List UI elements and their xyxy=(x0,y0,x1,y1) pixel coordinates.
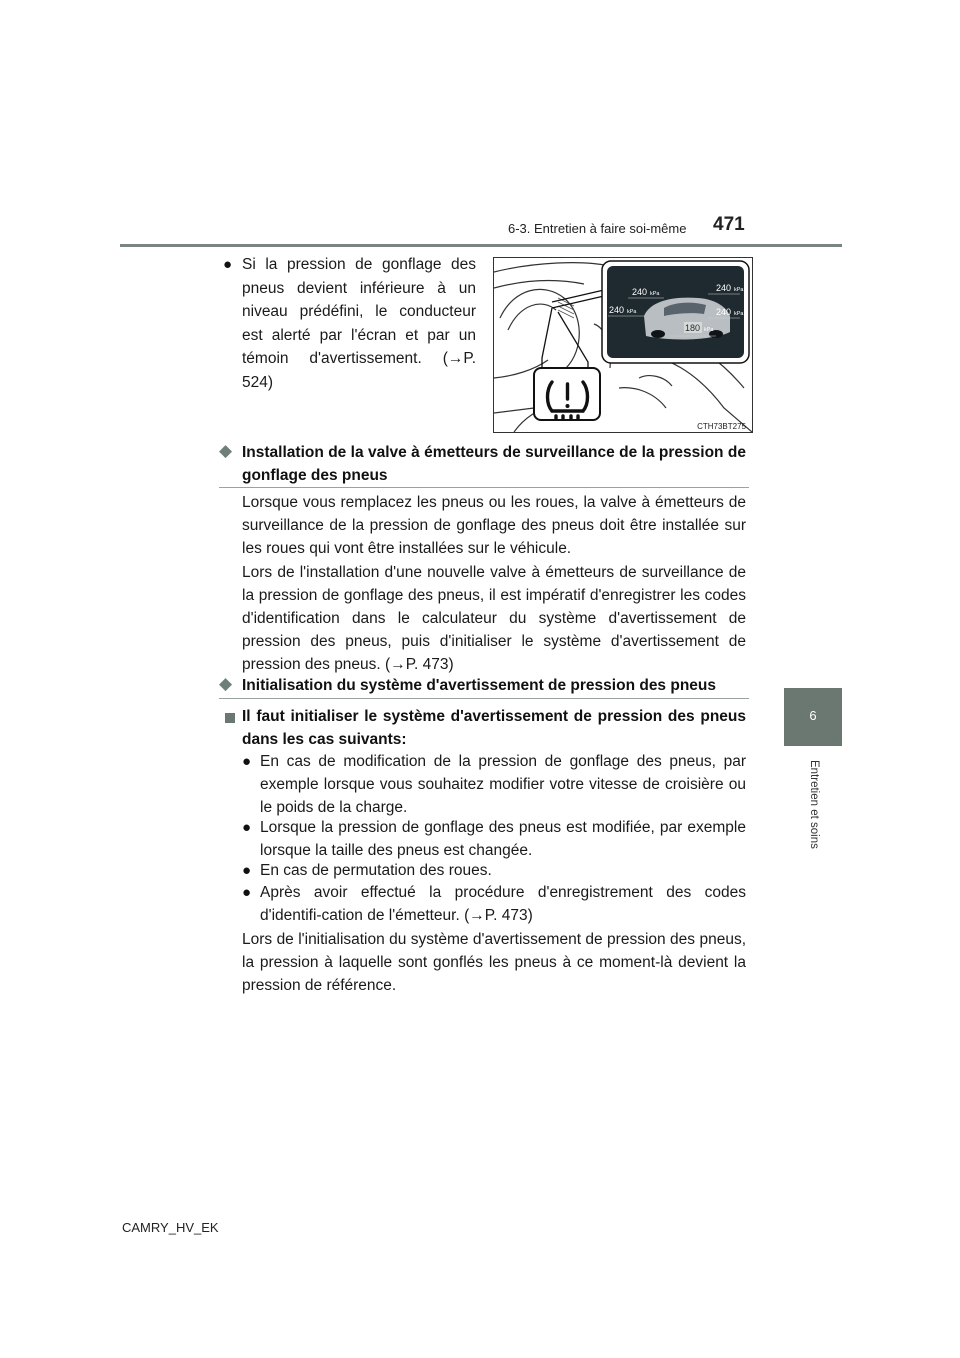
section2-bullet-1: En cas de modification de la pression de gonflage des pneus, par exemple lorsque vous souhaitez modifier votre vitesse de croisière ou le poids de la charge. xyxy=(260,753,746,816)
section-title: 6-3. Entretien à faire soi-même xyxy=(508,221,687,236)
section1-divider xyxy=(219,487,749,488)
pressure-rear-right: 240 xyxy=(716,307,732,317)
pressure-unit: kPa xyxy=(650,291,660,297)
diamond-icon: ◆ xyxy=(219,441,233,460)
section1-paragraph-1: Lorsque vous remplacez les pneus ou les roues, la valve à émetteurs de surveillance de la pression de gonflage des pneus doit être installée sur les roues qui vont être installées sur le véhicule. xyxy=(242,494,746,557)
pressure-unit: kPa xyxy=(627,309,637,315)
section2-divider xyxy=(219,698,749,699)
bullet-icon: ● xyxy=(242,753,252,770)
bullet-icon: ● xyxy=(242,819,252,836)
section1-paragraph-2: Lors de l'installation d'une nouvelle valve à émetteurs de surveillance de la pression de gonflage des pneus, il est impératif d'enregistrer les codes d'identification dans le calculateur du système d'avertissement de pression des pneus, puis d'initialiser le système d'avertissement de pression des pneus. (→P. 473) xyxy=(242,564,746,673)
figure-code: CTH73BT275 xyxy=(697,422,746,431)
pressure-front-right: 240 xyxy=(716,283,732,293)
bullet-icon: ● xyxy=(223,256,233,273)
pressure-unit: kPa xyxy=(704,327,714,333)
pressure-front-left: 240 xyxy=(632,287,648,297)
pressure-unit: kPa xyxy=(734,311,744,317)
section1-heading: Installation de la valve à émetteurs de surveillance de la pression de gonflage des pneus xyxy=(242,444,746,484)
car-icon xyxy=(644,298,730,340)
bullet-icon: ● xyxy=(242,884,252,901)
section2-closing: Lors de l'initialisation du système d'avertissement de pression des pneus, la pression à laquelle sont gonflés les pneus à ce moment-là devient la pression de référence. xyxy=(242,931,746,994)
section2-bullet-2: Lorsque la pression de gonflage des pneus est modifiée, par exemple lorsque la taille des pneus est changée. xyxy=(260,819,746,859)
pressure-low: 180 xyxy=(685,323,701,333)
diamond-icon: ◆ xyxy=(219,674,233,693)
dashboard-drawing xyxy=(494,258,752,432)
section2-bullet-4: Après avoir effectué la procédure d'enregistrement des codes d'identifi-cation de l'émetteur. (→P. 473) xyxy=(260,884,746,924)
chapter-number: 6 xyxy=(809,708,817,723)
chapter-label-text: Entretien et soins xyxy=(808,760,820,849)
pressure-rear-left: 240 xyxy=(609,305,625,315)
section2-heading: Initialisation du système d'avertissement de pression des pneus xyxy=(242,677,717,694)
square-bullet-icon xyxy=(225,713,235,723)
model-code: CAMRY_HV_EK xyxy=(122,1220,219,1235)
pressure-unit: kPa xyxy=(734,287,744,293)
bullet-icon: ● xyxy=(242,862,252,879)
page-number: 471 xyxy=(713,214,745,235)
header-divider xyxy=(120,244,842,247)
section2-subheading: Il faut initialiser le système d'avertissement de pression des pneus dans les cas suivants: xyxy=(242,708,746,748)
section2-bullet-3: En cas de permutation des roues. xyxy=(260,862,492,879)
chapter-label xyxy=(804,760,824,930)
intro-text: Si la pression de gonflage des pneus devient inférieure à un niveau prédéfini, le conducteur est alerté par l'écran et par un témoin d'avertissement. (→P. 524) xyxy=(242,256,476,391)
tire-pressure-illustration xyxy=(493,257,753,433)
